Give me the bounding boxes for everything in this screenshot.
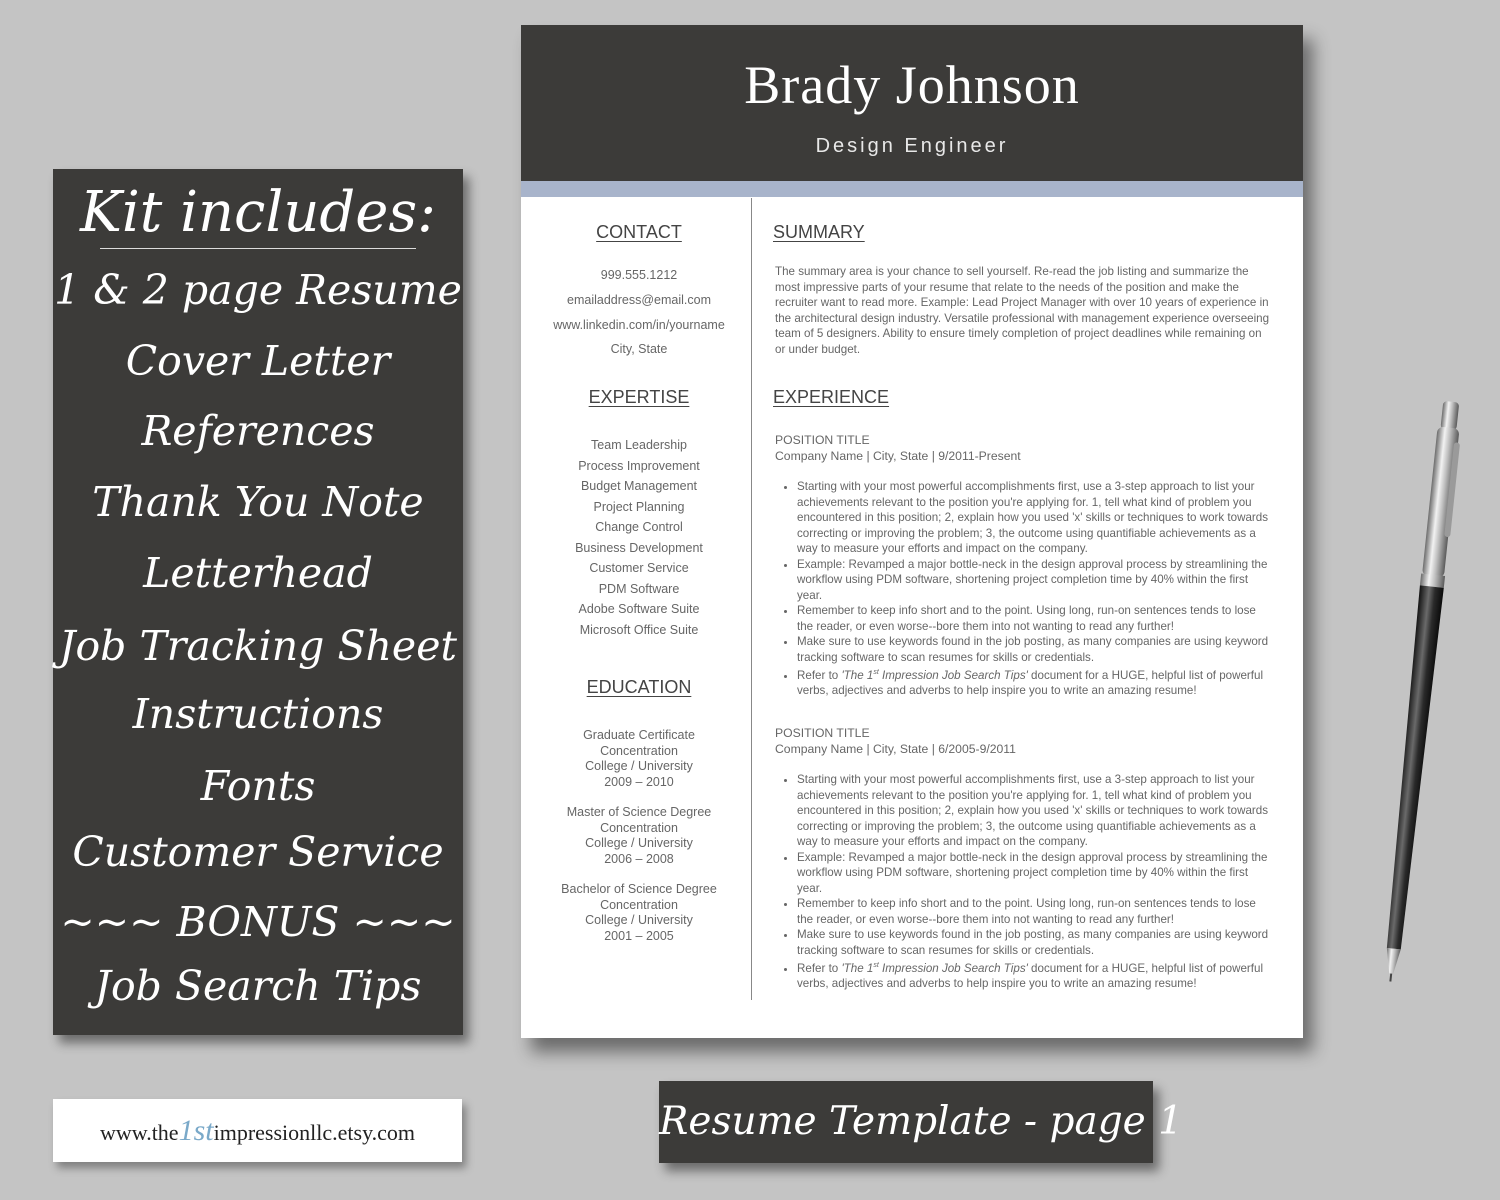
education-concentration: Concentration xyxy=(600,820,678,835)
etsy-url-suffix: impressionllc.etsy.com xyxy=(213,1120,416,1145)
education-degree: Bachelor of Science Degree xyxy=(561,882,717,896)
refer-text: Refer to xyxy=(797,961,842,975)
job-bullet: • Make sure to use keywords found in the job posting, as many companies are using keyword tracking software to scan resumes for skills or credentials. xyxy=(797,634,1275,665)
kit-panel xyxy=(53,169,463,1035)
header-accent-band xyxy=(521,181,1303,197)
kit-item: Job Tracking Sheet xyxy=(59,622,457,670)
expertise-item: Business Development xyxy=(575,540,703,555)
refer-doc-sup: st xyxy=(873,962,879,969)
etsy-shop-url[interactable] xyxy=(53,1099,462,1162)
job-position-title: POSITION TITLE xyxy=(775,726,870,740)
refer-doc-title: 'The 1 xyxy=(841,668,874,682)
expertise-item: Change Control xyxy=(595,520,683,534)
education-years: 2001 – 2005 xyxy=(604,928,674,943)
etsy-url-logo: 1st xyxy=(178,1114,214,1147)
expertise-heading: EXPERTISE xyxy=(588,387,690,407)
kit-item: Job Search Tips xyxy=(94,962,422,1010)
summary-heading: SUMMARY xyxy=(773,222,865,242)
resume-page xyxy=(521,25,1303,1038)
contact-phone: 999.555.1212 xyxy=(600,268,678,282)
job-bullets xyxy=(775,479,1275,699)
expertise-item: Customer Service xyxy=(589,561,689,575)
resume-name: Brady Johnson xyxy=(744,55,1080,115)
education-years: 2006 – 2008 xyxy=(604,851,674,866)
refer-doc-title: 'The 1 xyxy=(841,961,874,975)
job-bullet: • Remember to keep info short and to the point. Using long, run-on sentences tends to lose the reader, or even worse--bore them into not wanting to read any further! xyxy=(797,896,1275,927)
job-company-line: Company Name | City, State | 9/2011-Present xyxy=(775,449,1021,463)
resume-job-title: Design Engineer xyxy=(815,135,1009,157)
refer-doc-title-end: Impression Job Search Tips' xyxy=(878,668,1028,682)
job-bullet: • Starting with your most powerful accomplishments first, use a 3-step approach to list your achievements relevant to the position you're applying for. 1, tell what kind of problem you encountered in this position; 2, explain how you used 'x' skills or techniques to work towards correcting or improving the problem; 3, the outcome using quantifiable achievements as a way to measure your efforts and impact on the company. xyxy=(797,772,1275,850)
kit-item: Thank You Note xyxy=(92,478,424,526)
education-concentration: Concentration xyxy=(600,743,678,758)
contact-linkedin: www.linkedin.com/in/yourname xyxy=(553,318,725,332)
kit-item: ~~~ BONUS ~~~ xyxy=(60,898,456,946)
refer-doc-sup: st xyxy=(873,669,879,676)
expertise-item: Budget Management xyxy=(580,479,698,493)
expertise-item: Team Leadership xyxy=(591,438,687,452)
refer-doc-title-end: Impression Job Search Tips' xyxy=(878,961,1028,975)
kit-title: Kit includes: xyxy=(80,180,436,245)
education-school: College / University xyxy=(585,759,693,773)
etsy-url-prefix: www.the xyxy=(99,1120,179,1145)
expertise-item: Process Improvement xyxy=(578,458,700,473)
education-years: 2009 – 2010 xyxy=(604,774,674,789)
expertise-item: PDM Software xyxy=(598,581,680,596)
education-entry xyxy=(521,882,757,944)
job-bullet: • Remember to keep info short and to the point. Using long, run-on sentences tends to lose the reader, or even worse--bore them into not wanting to read any further! xyxy=(797,603,1275,634)
job-bullet: • Starting with your most powerful accomplishments first, use a 3-step approach to list your achievements relevant to the position you're applying for. 1, tell what kind of problem you encountered in this position; 2, explain how you used 'x' skills or techniques to work towards correcting or improving the problem; 3, the outcome using quantifiable achievements as a way to measure your efforts and impact on the company. xyxy=(797,479,1275,557)
education-concentration: Concentration xyxy=(600,897,678,912)
kit-item: Customer Service xyxy=(72,828,444,876)
refer-text-end: document for a HUGE, helpful list of powerful verbs, adjectives and adverbs to help inspire you to write an amazing resume! xyxy=(797,961,1264,991)
job-bullet: • Example: Revamped a major bottle-neck in the design approval process by streamlining the workflow using PDM software, shortening project completion time by 40% within the first year. xyxy=(797,557,1275,604)
experience-heading: EXPERIENCE xyxy=(773,387,890,407)
contact-location: City, State xyxy=(610,342,668,356)
resume-header xyxy=(521,25,1303,181)
job-bullets xyxy=(775,772,1275,992)
education-heading: EDUCATION xyxy=(586,677,692,697)
kit-item: Letterhead xyxy=(143,549,373,597)
job-bullet xyxy=(797,958,1275,992)
refer-text-end: document for a HUGE, helpful list of powerful verbs, adjectives and adverbs to help inspire you to write an amazing resume! xyxy=(797,668,1264,698)
kit-item: Cover Letter xyxy=(125,337,391,385)
contact-heading: CONTACT xyxy=(596,222,682,242)
expertise-list xyxy=(521,435,757,640)
kit-item: 1 & 2 page Resume xyxy=(54,266,462,314)
education-degree: Master of Science Degree xyxy=(566,805,712,819)
job-bullet: • Example: Revamped a major bottle-neck in the design approval process by streamlining the workflow using PDM software, shortening project completion time by 40% within the first year. xyxy=(797,850,1275,897)
kit-title-divider xyxy=(100,248,416,249)
job-position-title: POSITION TITLE xyxy=(775,433,870,447)
education-entry xyxy=(521,805,757,867)
ballpoint-pen-icon xyxy=(1340,390,1460,990)
kit-item: Fonts xyxy=(200,762,316,810)
expertise-item: Adobe Software Suite xyxy=(578,602,700,616)
education-school: College / University xyxy=(585,913,693,927)
contact-email: emailaddress@email.com xyxy=(567,293,711,307)
education-degree: Graduate Certificate xyxy=(583,728,695,742)
education-school: College / University xyxy=(585,836,693,850)
kit-item: Instructions xyxy=(132,690,384,738)
expertise-item: Microsoft Office Suite xyxy=(579,622,699,637)
refer-text: Refer to xyxy=(797,668,842,682)
job-bullet xyxy=(797,665,1275,699)
kit-item: References xyxy=(141,407,375,455)
summary-text: The summary area is your chance to sell yourself. Re-read the job listing and summarize the most impressive parts of your resume that relate to the needs of the position and make the recruiter want to read more. Example: Lead Project Manager with over 10 years of experience in the architectural design industry. Versatile professional with management experience overseeing team of 5 designers. Ability to ensure timely completion of project deadlines while remaining on or under budget. xyxy=(775,265,1270,356)
expertise-item: Project Planning xyxy=(593,499,685,514)
education-entry xyxy=(521,728,757,790)
job-bullet: • Make sure to use keywords found in the job posting, as many companies are using keyword tracking software to scan resumes for skills or credentials. xyxy=(797,927,1275,958)
page-caption: Resume Template - page 1 xyxy=(659,1081,1153,1163)
job-company-line: Company Name | City, State | 6/2005-9/2011 xyxy=(775,742,1016,756)
